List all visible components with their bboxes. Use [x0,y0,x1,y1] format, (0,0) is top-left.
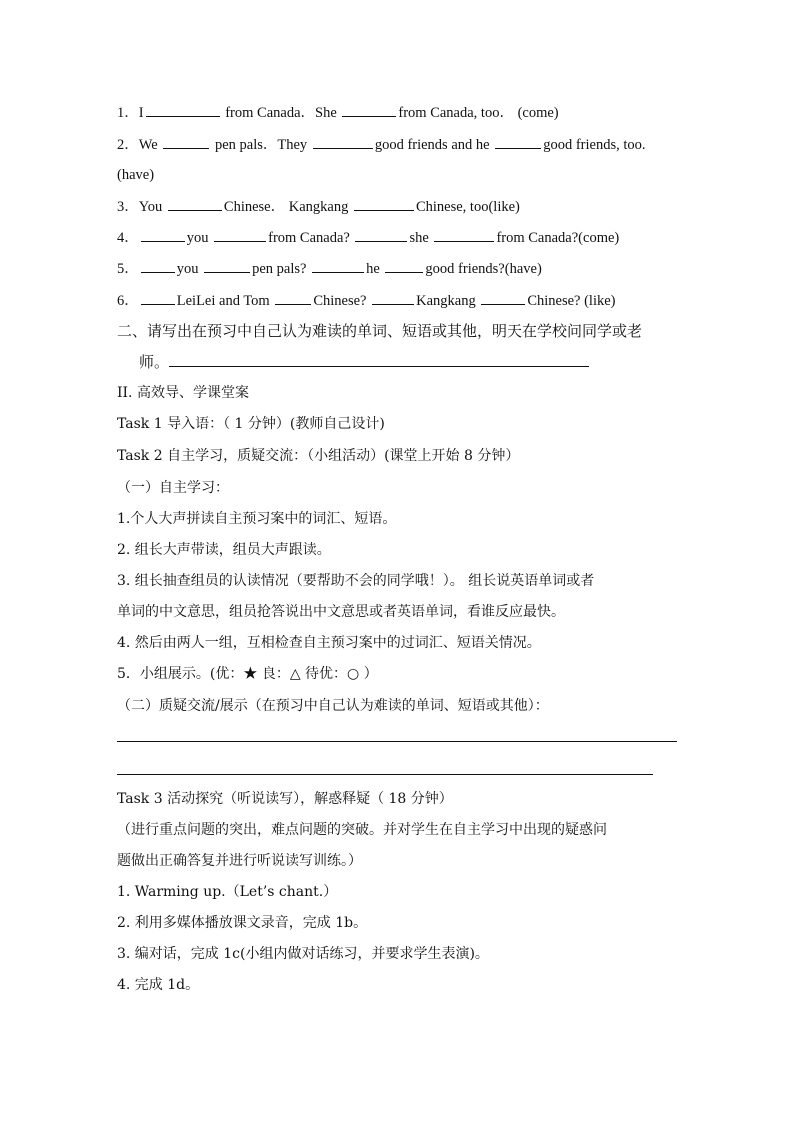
answer-blank[interactable] [312,258,364,273]
exercise-line-3: 3．You Chinese． Kangkang Chinese, too(like) [117,196,682,217]
task1-line: Task 1 导入语：（ 1 分钟）(教师自己设计) [117,416,385,432]
answer-line-1[interactable] [117,741,677,742]
task3-item-1: 1. Warming up.（Let’s chant.） [117,884,338,900]
task3-line: Task 3 活动探究（听说读写），解惑释疑（ 18 分钟） [117,791,453,807]
task3-desc-1: （进行重点问题的突出，难点问题的突破。并对学生在自主学习中出现的疑惑问 [117,822,607,838]
answer-blank[interactable] [342,102,396,117]
answer-blank[interactable] [313,134,373,149]
self-study-item-4: 4. 然后由两人一组，互相检查自主预习案中的过词汇、短语关情况。 [117,635,541,651]
exercise-line-6: 6． LeiLei and Tom Chinese? Kangkang Chinese? (like) [117,290,682,311]
answer-line-2[interactable] [117,774,653,775]
answer-blank[interactable] [204,258,250,273]
self-study-item-1: 1.个人大声拼读自主预习案中的词汇、短语。 [117,511,397,527]
answer-blank[interactable] [141,227,185,242]
exercise-line-2: 2．We pen pals．They good friends and he good friends, too. [117,134,682,155]
answer-blank[interactable] [355,227,407,242]
task3-item-2: 2. 利用多媒体播放课文录音，完成 1b。 [117,915,368,931]
self-study-item-3-cont: 单词的中文意思，组员抢答说出中文意思或者英语单词，看谁反应最快。 [117,604,565,620]
task3-item-4: 4. 完成 1d。 [117,977,200,993]
self-study-item-3: 3. 组长抽查组员的认读情况（要帮助不会的同学哦！）。 组长说英语单词或者 [117,573,595,589]
answer-blank[interactable] [372,290,414,305]
section-title-ii: II. 高效导、学课堂案 [117,385,249,401]
task3-item-3: 3. 编对话，完成 1c(小组内做对话练习，并要求学生表演)。 [117,946,489,962]
answer-blank[interactable] [481,290,525,305]
answer-blank[interactable] [275,290,311,305]
exercise-line-2-cont: (have) [117,167,155,183]
answer-blank[interactable] [434,227,494,242]
answer-blank[interactable] [141,258,175,273]
answer-blank[interactable] [146,102,220,117]
answer-blank[interactable] [163,134,209,149]
section2-line1: 二、请写出在预习中自己认为难读的单词、短语或其他，明天在学校问同学或老 [117,322,643,340]
self-study-item-5: 5．小组展示。(优：★ 良：△ 待优：○ ） [117,666,378,682]
answer-blank[interactable] [354,196,414,211]
self-study-item-2: 2. 组长大声带读，组员大声跟读。 [117,542,331,558]
task3-desc-2: 题做出正确答复并进行听说读写训练。） [117,853,362,869]
self-study-title: （一）自主学习： [117,480,229,496]
exercise-line-4: 4． you from Canada? she from Canada?(come) [117,227,682,248]
answer-blank[interactable] [168,196,222,211]
task2-line: Task 2 自主学习，质疑交流：（小组活动）(课堂上开始 8 分钟） [117,448,520,464]
answer-blank[interactable] [141,290,175,305]
answer-blank[interactable] [169,352,589,367]
section2-line2: 师。 [139,352,682,372]
exercise-line-1: 1．I from Canada．She from Canada, too． (come) [117,102,682,123]
question-title: （二）质疑交流/展示（在预习中自己认为难读的单词、短语或其他）： [117,698,549,714]
exercise-line-5: 5． you pen pals? he good friends?(have) [117,258,682,279]
answer-blank[interactable] [385,258,423,273]
answer-blank[interactable] [214,227,266,242]
answer-blank[interactable] [495,134,541,149]
